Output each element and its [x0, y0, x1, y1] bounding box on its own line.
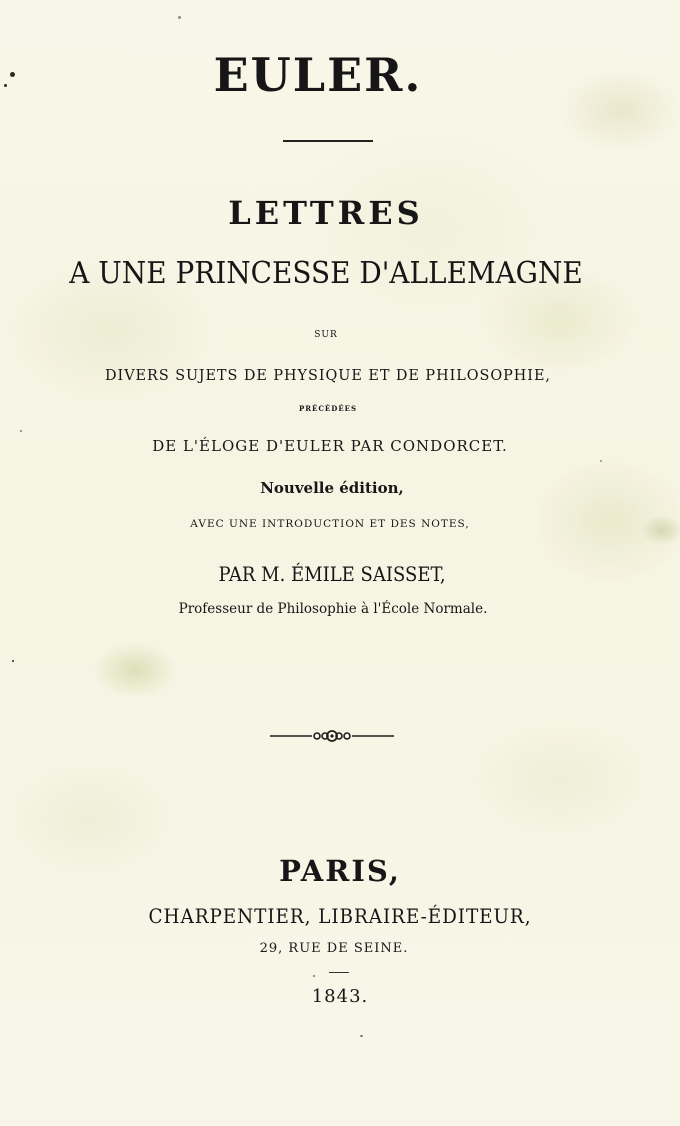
- connector-sur: SUR: [314, 330, 338, 340]
- subtitle: DIVERS SUJETS DE PHYSIQUE ET DE PHILOSOPHIE,: [105, 366, 551, 384]
- paper-speck: [600, 460, 602, 462]
- ornament-divider-icon: [268, 727, 396, 745]
- imprint-year: 1843.: [311, 986, 369, 1007]
- introduction-line: AVEC UNE INTRODUCTION ET DES NOTES,: [190, 518, 470, 530]
- connector-precedees: PRÉCÉDÉES: [298, 404, 358, 413]
- title-line-2: A UNE PRINCESSE D'ALLEMAGNE: [69, 256, 583, 291]
- author-name: EULER.: [213, 48, 423, 102]
- edition-line: Nouvelle édition,: [260, 479, 404, 497]
- editor-role: Professeur de Philosophie à l'École Normale.: [178, 601, 488, 617]
- imprint-publisher: CHARPENTIER, LIBRAIRE-ÉDITEUR,: [148, 904, 532, 928]
- paper-speck: [20, 430, 22, 432]
- editor-name: PAR M. ÉMILE SAISSET,: [218, 562, 446, 586]
- paper-speck: [12, 660, 14, 662]
- paper-speck: [10, 72, 15, 77]
- paper-speck: [313, 975, 315, 977]
- imprint-address: 29, RUE DE SEINE.: [259, 941, 409, 956]
- paper-speck: [178, 16, 181, 19]
- paper-speck: [4, 84, 7, 87]
- eloge-line: DE L'ÉLOGE D'EULER PAR CONDORCET.: [152, 437, 508, 455]
- title-line-1: LETTRES: [228, 194, 424, 232]
- paper-speck: [360, 1035, 363, 1037]
- imprint-rule: [329, 972, 349, 973]
- imprint-city: PARIS,: [279, 854, 401, 888]
- title-rule: [283, 140, 373, 142]
